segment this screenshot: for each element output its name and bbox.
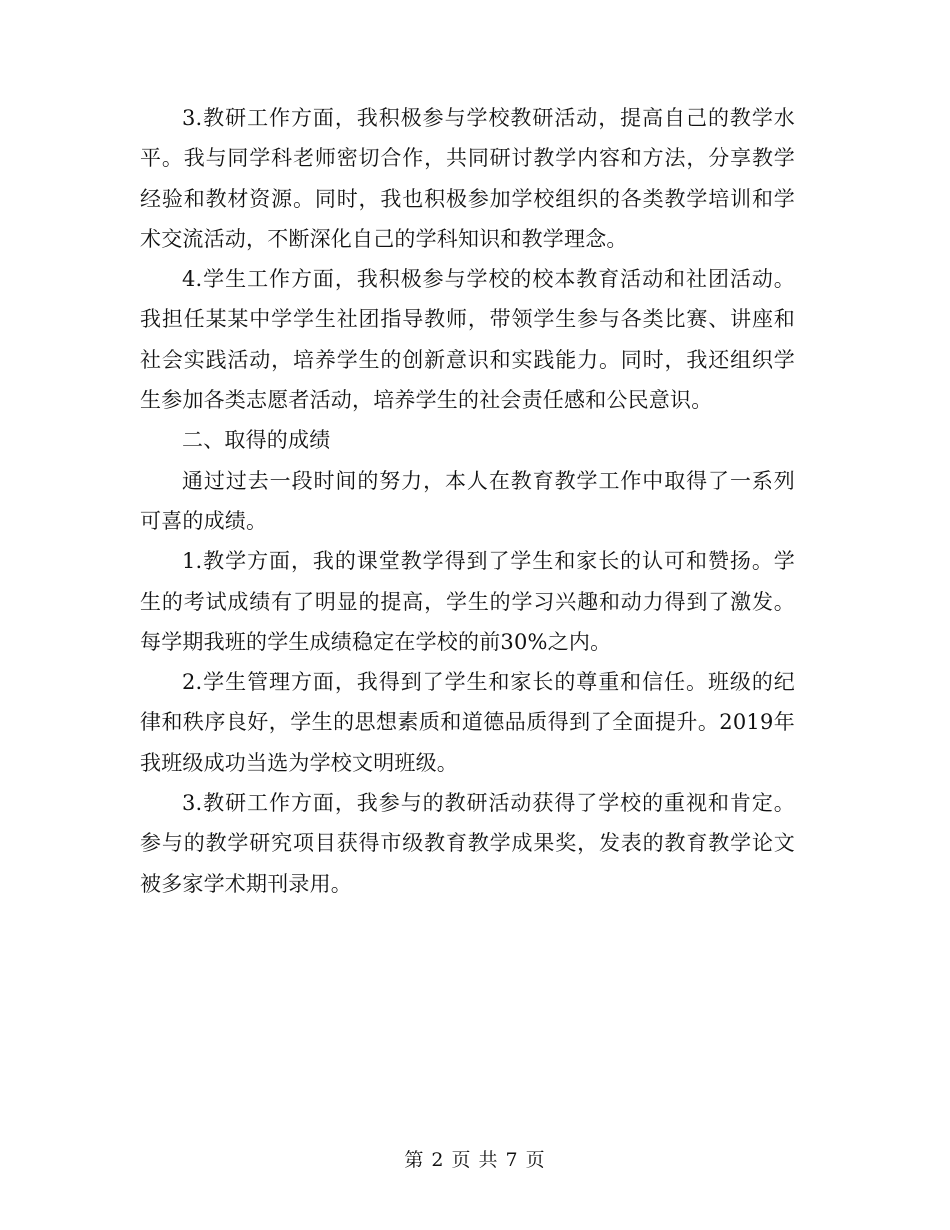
paragraph-research-work: 3.教研工作方面，我积极参与学校教研活动，提高自己的教学水平。我与同学科老师密切合作，共同研讨教学内容和方法，分享教学经验和教材资源。同时，我也积极参加学校组织的各类教学培训和学术交流活动，不断深化自己的学科知识和教学理念。 [140, 106, 795, 251]
paragraph-research-achievement: 3.教研工作方面，我参与的教研活动获得了学校的重视和肯定。参与的教学研究项目获得市级教育教学成果奖，发表的教育教学论文被多家学术期刊录用。 [140, 791, 795, 896]
paragraph-teaching-achievement: 1.教学方面，我的课堂教学得到了学生和家长的认可和赞扬。学生的考试成绩有了明显的提高，学生的学习兴趣和动力得到了激发。每学期我班的学生成绩稳定在学校的前30%之内。 [140, 549, 795, 654]
section-heading-achievements: 二、取得的成绩 [182, 428, 331, 453]
paragraph-achievements-intro: 通过过去一段时间的努力，本人在教育教学工作中取得了一系列可喜的成绩。 [140, 468, 795, 533]
page-number-footer: 第 2 页 共 7 页 [404, 1149, 546, 1171]
paragraph-student-work: 4.学生工作方面，我积极参与学校的校本教育活动和社团活动。我担任某某中学学生社团指导教师，带领学生参与各类比赛、讲座和社会实践活动，培养学生的创新意识和实践能力。同时，我还组织学生参加各类志愿者活动，培养学生的社会责任感和公民意识。 [140, 267, 795, 413]
paragraph-management-achievement: 2.学生管理方面，我得到了学生和家长的尊重和信任。班级的纪律和秩序良好，学生的思想素质和道德品质得到了全面提升。2019年我班级成功当选为学校文明班级。 [140, 670, 795, 775]
document-body [140, 98, 795, 904]
